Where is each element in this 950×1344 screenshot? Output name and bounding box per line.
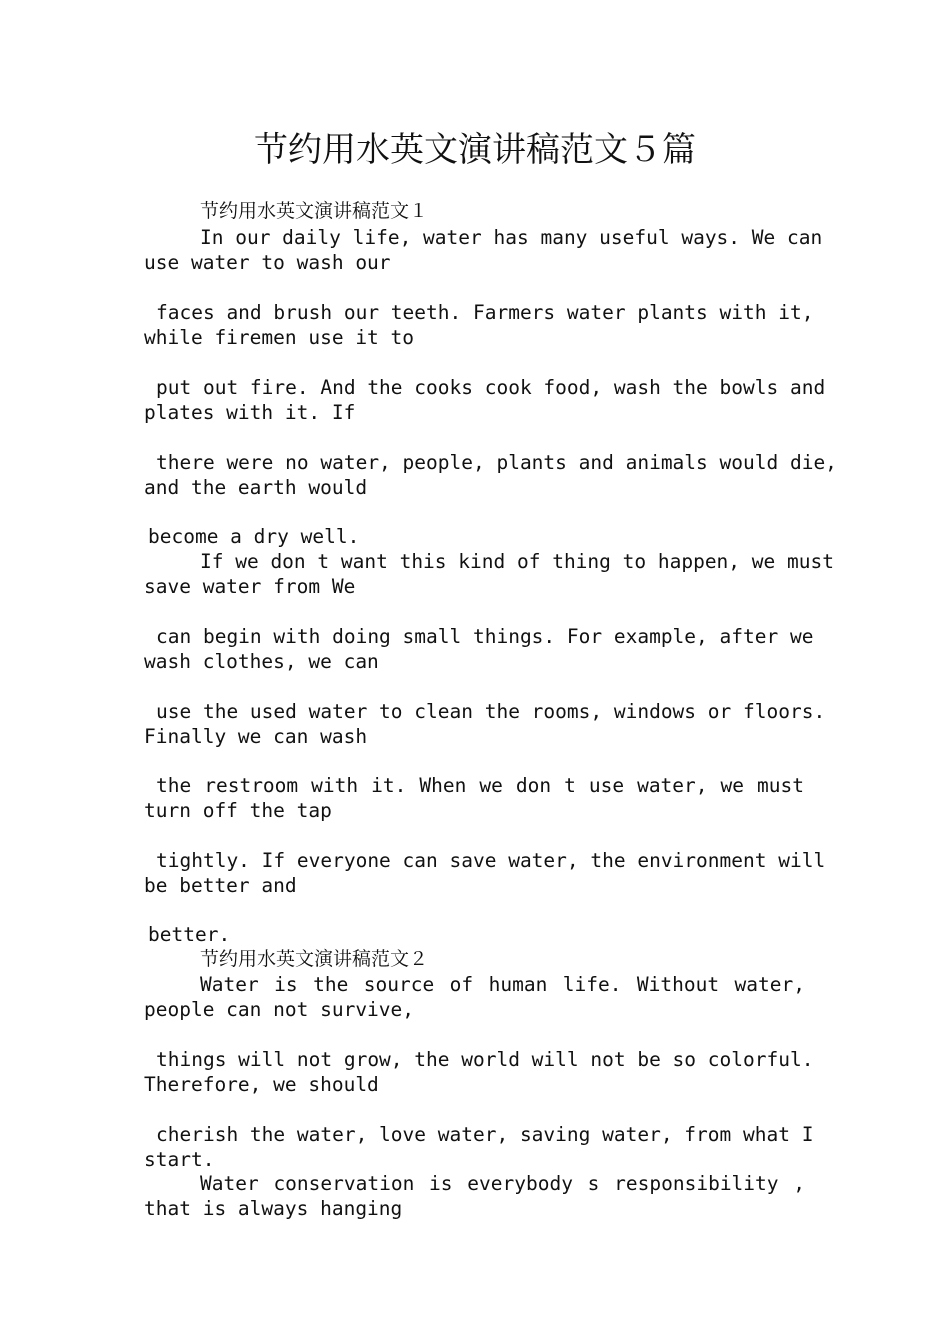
body-line: and the earth would	[144, 476, 368, 499]
body-line: put out fire. And the cooks cook food, wash the bowls and	[156, 376, 826, 399]
body-line: plates with it. If	[144, 401, 356, 424]
body-line: better.	[148, 923, 231, 946]
body-line: people can not survive,	[144, 998, 415, 1021]
body-line: Water conservation is everybody s responsibility ,	[200, 1172, 805, 1195]
body-line: the restroom with it. When we don t use water, we must	[156, 774, 804, 797]
body-line: If we don t want this kind of thing to happen, we must	[200, 550, 834, 573]
body-line: use water to wash our	[144, 251, 391, 274]
body-line: Water is the source of human life. Without water,	[200, 973, 805, 996]
section-heading-2: 节约用水英文演讲稿范文２	[200, 948, 429, 970]
body-line: turn off the tap	[144, 799, 332, 822]
body-line: be better and	[144, 874, 297, 897]
body-line: things will not grow, the world will not be so colorful.	[156, 1048, 814, 1071]
body-line: there were no water, people, plants and animals would die,	[156, 451, 837, 474]
body-line: that is always hanging	[144, 1197, 403, 1220]
body-line: become a dry well.	[148, 525, 360, 548]
body-line: tightly. If everyone can save water, the environment will	[156, 849, 826, 872]
body-line: Therefore, we should	[144, 1073, 379, 1096]
body-line: use the used water to clean the rooms, windows or floors.	[156, 700, 826, 723]
body-line: In our daily life, water has many useful ways. We can	[200, 226, 823, 249]
body-line: Finally we can wash	[144, 725, 368, 748]
body-line: cherish the water, love water, saving water, from what I	[156, 1123, 814, 1146]
body-line: start.	[144, 1148, 215, 1171]
body-line: faces and brush our teeth. Farmers water plants with it,	[156, 301, 814, 324]
body-line: wash clothes, we can	[144, 650, 379, 673]
document-title: 节约用水英文演讲稿范文５篇	[254, 130, 696, 170]
body-line: save water from We	[144, 575, 356, 598]
body-line: while firemen use it to	[144, 326, 415, 349]
body-line: can begin with doing small things. For example, after we	[156, 625, 814, 648]
section-heading-1: 节约用水英文演讲稿范文１	[200, 200, 429, 222]
